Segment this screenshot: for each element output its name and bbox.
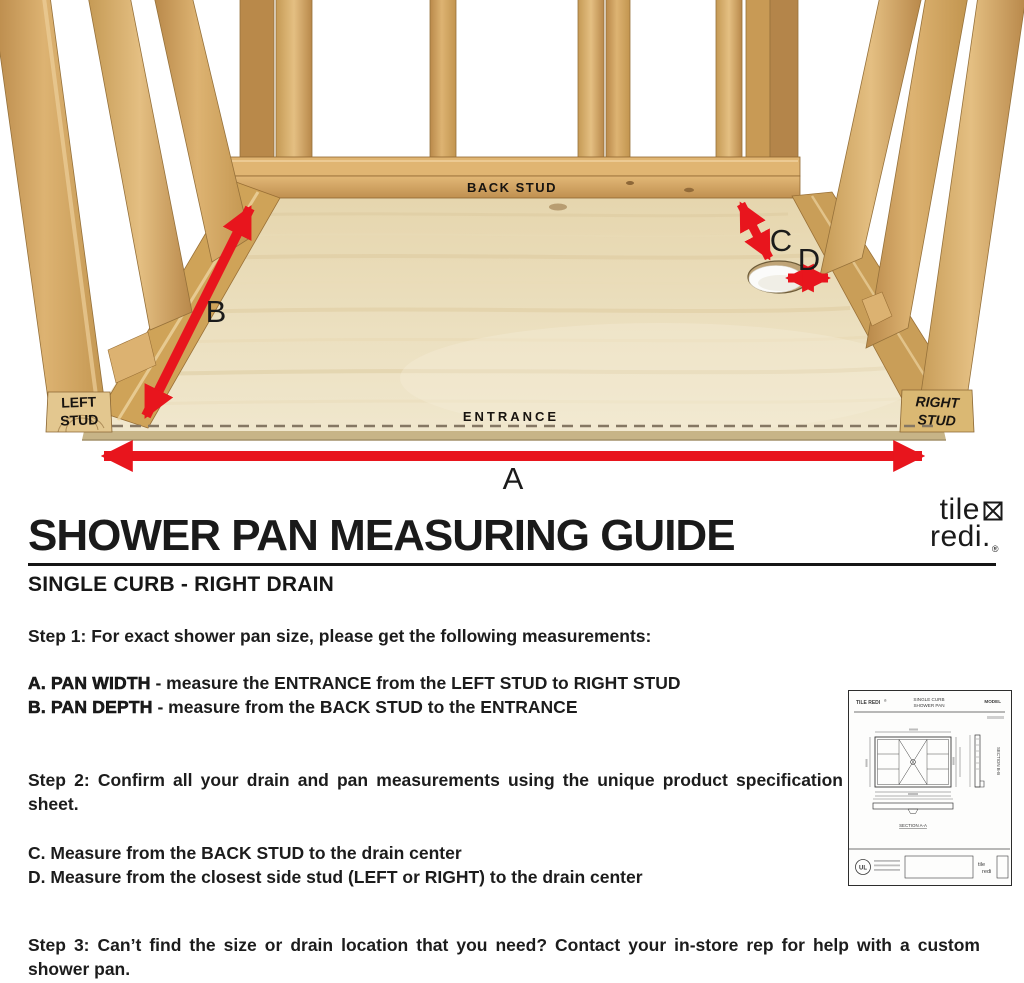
measure-label-a: A	[502, 461, 524, 496]
spec-scale-note	[987, 716, 1004, 719]
item-a-term: A. PAN WIDTH	[28, 673, 151, 693]
spec-section-bb-label: SECTION B-B	[996, 746, 1001, 776]
spec-section-aa-label: SECTION A-A	[899, 823, 927, 828]
right-stud-label-line1: RIGHT	[915, 393, 960, 411]
step2-text: Step 2: Confirm all your drain and pan measurements using the unique product specification sheet.	[28, 770, 843, 814]
spec-brand-reg: ®	[884, 699, 887, 703]
left-stud-label-line1: LEFT	[60, 393, 97, 411]
logo-word-tile: tile	[939, 493, 980, 526]
tile-redi-logo	[884, 493, 1004, 556]
spec-sheet-drawing	[849, 691, 1010, 884]
back-stud-label: BACK STUD	[466, 180, 558, 195]
spec-side-section	[970, 735, 984, 787]
guide-content	[0, 493, 1024, 981]
spec-bottom-section	[873, 799, 953, 814]
right-stud-label-line2: STUD	[917, 411, 957, 429]
spec-doc-title-2: SHOWER PAN	[913, 703, 945, 708]
measure-label-b: B	[205, 294, 227, 329]
spec-title-block	[849, 849, 1010, 878]
spec-plan-view	[870, 732, 960, 796]
measurement-item-c: C. Measure from the BACK STUD to the drain center	[28, 843, 462, 863]
item-b-description: - measure from the BACK STUD to the ENTRANCE	[152, 697, 578, 717]
spec-model-label: MODEL	[984, 699, 1001, 704]
subtitle: SINGLE CURB - RIGHT DRAIN	[28, 573, 334, 596]
title-divider	[28, 563, 996, 566]
spec-dimension-ticks	[866, 729, 955, 796]
entrance-label: ENTRANCE	[462, 409, 560, 424]
logo-word-redi: $redi._®$	[930, 520, 999, 554]
registered-mark: ®	[991, 544, 999, 554]
measure-label-d: D	[797, 242, 821, 277]
left-stud-label-line2: STUD	[59, 411, 99, 429]
item-b-term: B. PAN DEPTH	[28, 697, 153, 717]
spec-sheet-thumbnail	[848, 690, 1012, 886]
measurement-item-d: D. Measure from the closest side stud (LEFT or RIGHT) to the drain center	[28, 867, 643, 887]
spec-brand: TILE REDI	[856, 700, 881, 706]
spec-doc-title-1: SINGLE CURB	[913, 697, 945, 702]
item-a-description: - measure the ENTRANCE from the LEFT STUD to RIGHT STUD	[150, 673, 681, 693]
back-wall	[226, 0, 800, 198]
spec-logo-redi: redi	[982, 869, 992, 875]
spec-ul-mark: UL	[859, 865, 867, 872]
page-title: SHOWER PAN MEASURING GUIDE	[28, 511, 735, 560]
step3-text: Step 3: Can’t find the size or drain location that you need? Contact your in-store rep for help with a custom shower pan.	[28, 935, 980, 979]
spec-logo-tile: tile	[978, 862, 986, 868]
measure-label-c: C	[769, 223, 793, 258]
tile-square-icon	[982, 500, 1004, 522]
step1-text: Step 1: For exact shower pan size, please get the following measurements:	[28, 626, 652, 646]
